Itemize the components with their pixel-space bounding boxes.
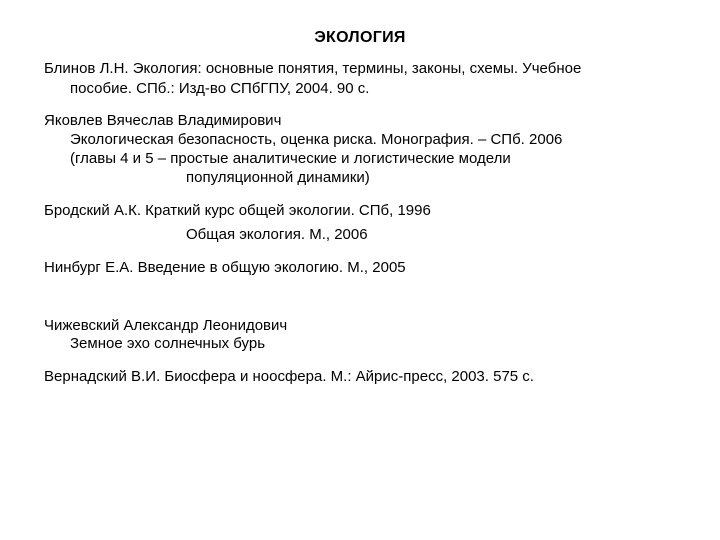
reference-blinov-line-1: Блинов Л.Н. Экология: основные понятия, термины, законы, схемы. Учебное xyxy=(44,60,582,77)
reference-ninburg-line-1: Нинбург Е.А. Введение в общую экологию. М., 2005 xyxy=(44,259,406,276)
reference-brodsky-line-1: Бродский А.К. Краткий курс общей экологии. СПб, 1996 xyxy=(44,202,431,219)
reference-yakovlev-line-2: Экологическая безопасность, оценка риска. Монография. – СПб. 2006 xyxy=(70,131,563,148)
reference-blinov-line-2: пособие. СПб.: Изд-во СПбГПУ, 2004. 90 с. xyxy=(70,80,370,97)
reference-vernadsky-line-1: Вернадский В.И. Биосфера и ноосфера. М.: Айрис-пресс, 2003. 575 с. xyxy=(44,368,534,385)
reference-yakovlev-line-3: (главы 4 и 5 – простые аналитические и логистические модели xyxy=(70,150,511,167)
reference-chizhevsky-line-2: Земное эхо солнечных бурь xyxy=(70,335,266,352)
reference-yakovlev-line-1: Яковлев Вячеслав Владимирович xyxy=(44,112,282,129)
reference-yakovlev-line-4: популяционной динамики) xyxy=(186,169,370,186)
page-title: ЭКОЛОГИЯ xyxy=(314,29,406,46)
reference-chizhevsky-line-1: Чижевский Александр Леонидович xyxy=(44,317,288,334)
reference-brodsky-line-2: Общая экология. М., 2006 xyxy=(186,226,368,243)
